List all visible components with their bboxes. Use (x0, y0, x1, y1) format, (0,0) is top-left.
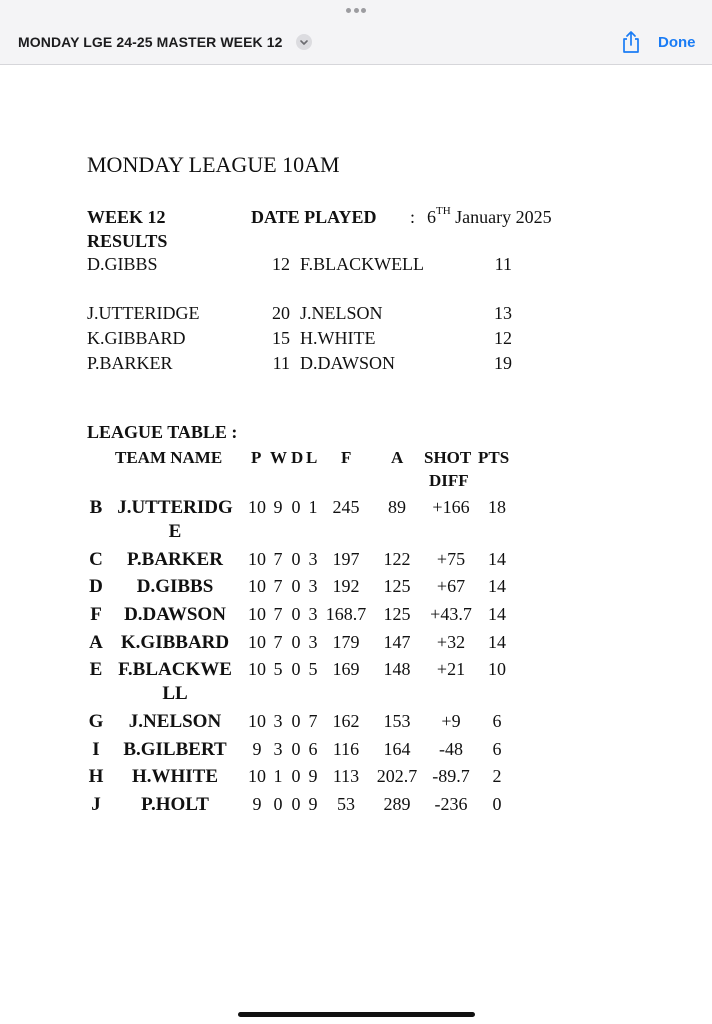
table-rink: D (89, 576, 103, 597)
result-home-team: P.BARKER (87, 353, 173, 373)
table-drawn: 0 (291, 766, 301, 786)
table-team-name: P.BARKER (127, 549, 223, 570)
table-team-name-wrap: E (168, 521, 182, 542)
table-won: 1 (273, 766, 283, 786)
table-shot-diff: +75 (436, 549, 466, 569)
table-shot-diff: -236 (434, 794, 468, 814)
table-against: 153 (383, 711, 411, 731)
table-rink: A (89, 632, 103, 653)
table-drawn: 0 (291, 659, 301, 679)
table-played: 10 (248, 576, 266, 596)
table-against: 122 (383, 549, 411, 569)
table-team-name: F.BLACKWE (118, 659, 232, 680)
table-lost: 3 (308, 549, 318, 569)
result-away-team: F.BLACKWELL (300, 254, 425, 274)
table-against: 289 (383, 794, 411, 814)
header-drawn: D (291, 448, 304, 467)
table-shot-diff: -48 (439, 739, 463, 759)
table-drawn: 0 (291, 739, 301, 759)
table-team-name-wrap: LL (162, 683, 188, 704)
table-lost: 7 (308, 711, 318, 731)
header-team-name: TEAM NAME (115, 448, 223, 467)
share-icon[interactable] (620, 30, 642, 54)
result-home-team: D.GIBBS (87, 254, 158, 274)
table-shot-diff: +32 (436, 632, 466, 652)
table-team-name: J.NELSON (128, 711, 222, 732)
table-played: 10 (248, 711, 266, 731)
table-lost: 1 (308, 497, 318, 517)
table-against: 89 (388, 497, 406, 517)
table-drawn: 0 (291, 576, 301, 596)
date-played-value: 6TH January 2025 (427, 205, 552, 227)
table-played: 10 (248, 632, 266, 652)
table-drawn: 0 (291, 604, 301, 624)
table-played: 10 (248, 604, 266, 624)
table-shot-diff: +9 (441, 711, 461, 731)
table-against: 125 (383, 576, 411, 596)
table-against: 164 (383, 739, 411, 759)
table-team-name: D.DAWSON (124, 604, 226, 625)
table-points: 6 (492, 739, 502, 759)
header-for: F (341, 448, 352, 467)
header-points: PTS (478, 448, 510, 467)
table-won: 3 (273, 739, 283, 759)
table-team-name: D.GIBBS (136, 576, 214, 597)
table-rink: E (89, 659, 103, 680)
result-away-team: J.NELSON (300, 303, 383, 323)
result-away-team: D.DAWSON (300, 353, 396, 373)
result-home-team: J.UTTERIDGE (87, 303, 200, 323)
table-rink: H (88, 766, 104, 787)
table-against: 202.7 (376, 766, 418, 786)
table-lost: 3 (308, 604, 318, 624)
table-won: 5 (273, 659, 283, 679)
header-diff: DIFF (429, 471, 469, 490)
table-lost: 3 (308, 576, 318, 596)
table-drawn: 0 (291, 632, 301, 652)
table-team-name: K.GIBBARD (120, 632, 230, 653)
table-points: 0 (492, 794, 502, 814)
table-for: 179 (332, 632, 360, 652)
table-shot-diff: +67 (436, 576, 466, 596)
table-won: 3 (273, 711, 283, 731)
table-played: 10 (248, 659, 266, 679)
table-lost: 5 (308, 659, 318, 679)
header-lost: L (306, 448, 318, 467)
result-home-score: 15 (272, 328, 290, 348)
table-points: 14 (488, 632, 506, 652)
table-for: 168.7 (325, 604, 367, 624)
header-against: A (391, 448, 404, 467)
table-shot-diff: +166 (432, 497, 470, 517)
table-shot-diff: +43.7 (430, 604, 472, 624)
table-points: 14 (488, 576, 506, 596)
table-team-name: B.GILBERT (123, 739, 227, 760)
result-away-score: 19 (494, 353, 512, 373)
table-lost: 6 (308, 739, 318, 759)
table-played: 10 (248, 766, 266, 786)
header-won: W (270, 448, 287, 467)
table-rink: J (91, 794, 101, 815)
table-rink: B (89, 497, 103, 518)
table-lost: 3 (308, 632, 318, 652)
table-team-name: J.UTTERIDG (117, 497, 233, 518)
table-for: 162 (332, 711, 360, 731)
table-team-name: P.HOLT (141, 794, 209, 815)
more-options-icon[interactable] (346, 7, 366, 13)
table-played: 10 (248, 497, 266, 517)
table-lost: 9 (308, 766, 318, 786)
table-drawn: 0 (291, 794, 301, 814)
page-heading: MONDAY LEAGUE 10AM (87, 152, 340, 177)
date-played-label: DATE PLAYED (251, 207, 377, 227)
table-points: 10 (488, 659, 506, 679)
top-bar (0, 0, 712, 65)
results-label: RESULTS (87, 231, 168, 251)
document-title[interactable]: MONDAY LGE 24-25 MASTER WEEK 12 (18, 34, 283, 50)
table-against: 147 (383, 632, 411, 652)
table-played: 10 (248, 549, 266, 569)
table-played: 9 (252, 739, 262, 759)
table-points: 14 (488, 549, 506, 569)
table-won: 7 (273, 576, 283, 596)
result-home-score: 20 (272, 303, 290, 323)
table-rink: F (90, 604, 102, 625)
table-points: 6 (492, 711, 502, 731)
table-drawn: 0 (291, 711, 301, 731)
league-table-label: LEAGUE TABLE : (87, 422, 238, 442)
table-points: 14 (488, 604, 506, 624)
table-points: 2 (492, 766, 502, 786)
result-away-score: 11 (494, 254, 512, 274)
table-for: 245 (332, 497, 360, 517)
table-for: 197 (332, 549, 360, 569)
table-against: 125 (383, 604, 411, 624)
date-separator: : (410, 207, 416, 227)
table-for: 113 (332, 766, 360, 786)
table-drawn: 0 (291, 497, 301, 517)
table-won: 7 (273, 632, 283, 652)
table-points: 18 (488, 497, 506, 517)
table-drawn: 0 (291, 549, 301, 569)
result-away-score: 12 (494, 328, 512, 348)
result-home-score: 12 (272, 254, 290, 274)
table-for: 192 (332, 576, 360, 596)
table-won: 9 (273, 497, 283, 517)
table-played: 9 (252, 794, 262, 814)
home-indicator[interactable] (238, 1012, 475, 1017)
table-rink: G (88, 711, 104, 732)
done-button[interactable]: Done (658, 34, 696, 51)
document-page (0, 65, 712, 1024)
result-away-team: H.WHITE (300, 328, 376, 348)
table-won: 7 (273, 604, 283, 624)
table-rink: C (89, 549, 103, 570)
table-rink: I (92, 739, 100, 760)
table-won: 7 (273, 549, 283, 569)
table-lost: 9 (308, 794, 318, 814)
week-label: WEEK 12 (87, 207, 166, 227)
result-home-score: 11 (272, 353, 290, 373)
table-team-name: H.WHITE (131, 766, 219, 787)
result-away-score: 13 (494, 303, 512, 323)
table-won: 0 (273, 794, 283, 814)
table-against: 148 (383, 659, 411, 679)
header-shot: SHOT (424, 448, 472, 467)
table-shot-diff: -89.7 (432, 766, 470, 786)
result-home-team: K.GIBBARD (87, 328, 186, 348)
chevron-down-icon[interactable] (296, 34, 312, 50)
table-for: 116 (332, 739, 360, 759)
table-for: 53 (337, 794, 355, 814)
table-for: 169 (332, 659, 360, 679)
header-played: P (251, 448, 262, 467)
table-shot-diff: +21 (436, 659, 466, 679)
